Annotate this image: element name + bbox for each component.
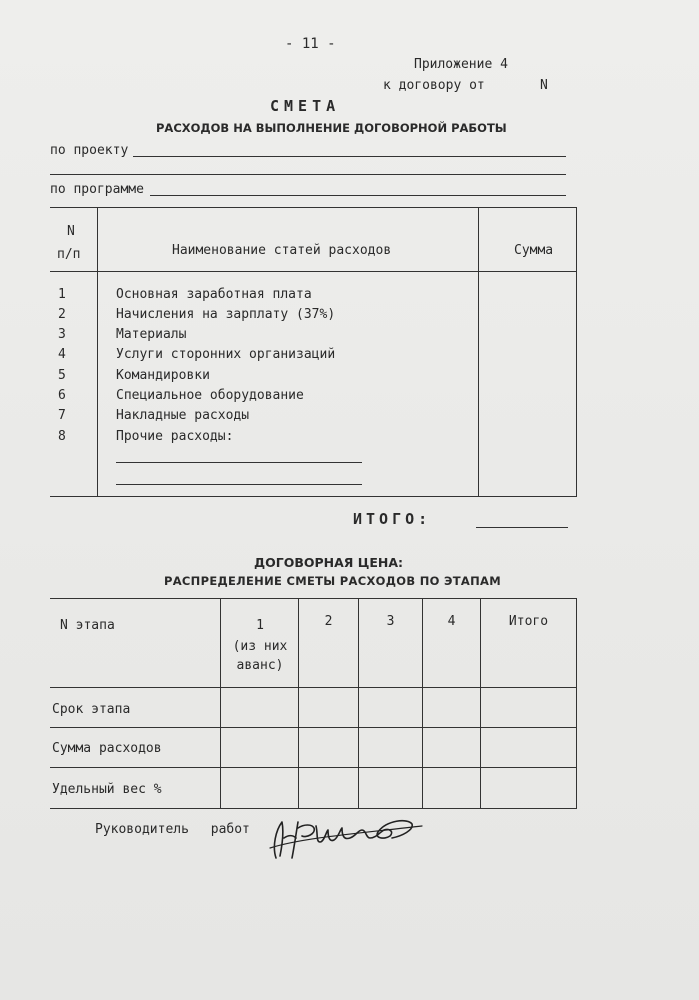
program-field-label: по программе <box>50 182 144 197</box>
cost-row-name: Специальное оборудование <box>116 388 304 403</box>
stage-col-1-advance-line1: (из них <box>232 639 288 654</box>
project-field-label: по проекту <box>50 143 129 158</box>
page-number: - 11 - <box>285 36 336 52</box>
stage-row-label-sum: Сумма расходов <box>52 741 162 756</box>
stage-table-col-divider-1 <box>220 598 221 808</box>
stage-col-2-header: 2 <box>324 614 333 629</box>
cost-row-name: Материалы <box>116 327 187 342</box>
stage-col-1-advance-line2: аванс) <box>236 658 284 673</box>
stage-table-top-border <box>50 598 577 599</box>
page-title: СМЕТА <box>270 97 341 115</box>
col-name-header: Наименование статей расходов <box>172 243 392 258</box>
cost-table-top-border <box>50 207 577 208</box>
cost-row-name: Прочие расходы: <box>116 429 234 444</box>
stage-col-3-header: 3 <box>386 614 395 629</box>
stage-table-header-divider <box>50 687 577 688</box>
stage-row-label-term: Срок этапа <box>52 702 131 717</box>
cost-row-name: Услуги сторонних организаций <box>116 347 336 362</box>
cost-row-name: Основная заработная плата <box>116 287 312 302</box>
stages-title: РАСПРЕДЕЛЕНИЕ СМЕТЫ РАСХОДОВ ПО ЭТАПАМ <box>164 574 501 588</box>
contract-prefix: к договору от <box>383 78 485 93</box>
cost-table-col-divider-1 <box>97 207 98 496</box>
stage-table-right-border <box>576 598 577 808</box>
cost-row-name: Начисления на зарплату (37%) <box>116 307 336 322</box>
cost-table-header-divider <box>50 271 577 272</box>
cost-table-right-border <box>576 207 577 496</box>
stage-col-4-header: 4 <box>447 614 456 629</box>
cost-row-num: 1 <box>58 287 66 302</box>
cost-row-num: 3 <box>58 327 66 342</box>
stage-col-total-header: Итого <box>508 614 549 629</box>
cost-table-col-divider-2 <box>478 207 479 496</box>
other-expenses-blank-2 <box>116 484 362 485</box>
cost-row-num: 4 <box>58 347 66 362</box>
cost-row-num: 8 <box>58 429 66 444</box>
cost-row-num: 7 <box>58 408 66 423</box>
cost-table-bottom-border <box>50 496 577 497</box>
cost-row-name: Командировки <box>116 368 210 383</box>
col-num-header-pp: п/п <box>57 247 81 262</box>
total-label: ИТОГО: <box>353 510 432 528</box>
total-value-line <box>476 527 568 528</box>
cost-row-num: 5 <box>58 368 66 383</box>
cost-row-num: 2 <box>58 307 66 322</box>
signature-scribble <box>262 808 432 868</box>
cost-row-name: Накладные расходы <box>116 408 250 423</box>
stage-table-row-divider-2 <box>50 767 577 768</box>
stage-col-header: N этапа <box>60 618 115 633</box>
appendix-label: Приложение 4 <box>414 57 508 72</box>
contract-price-label: ДОГОВОРНАЯ ЦЕНА: <box>254 555 404 570</box>
page-subtitle: РАСХОДОВ НА ВЫПОЛНЕНИЕ ДОГОВОРНОЙ РАБОТЫ <box>156 121 507 135</box>
other-expenses-blank-1 <box>116 462 362 463</box>
project-field-line-2 <box>50 174 566 175</box>
stage-table-row-divider-1 <box>50 727 577 728</box>
stage-col-1-header: 1 <box>256 618 264 633</box>
col-num-header-n: N <box>67 224 75 239</box>
cost-row-num: 6 <box>58 388 66 403</box>
handwritten-signature <box>262 808 432 868</box>
stage-row-label-weight: Удельный вес % <box>52 782 162 797</box>
project-field-line <box>133 156 566 157</box>
program-field-line <box>150 195 566 196</box>
signature-role: Руководитель работ <box>95 822 250 837</box>
col-sum-header: Сумма <box>514 243 554 258</box>
contract-number-label: N <box>540 78 548 93</box>
